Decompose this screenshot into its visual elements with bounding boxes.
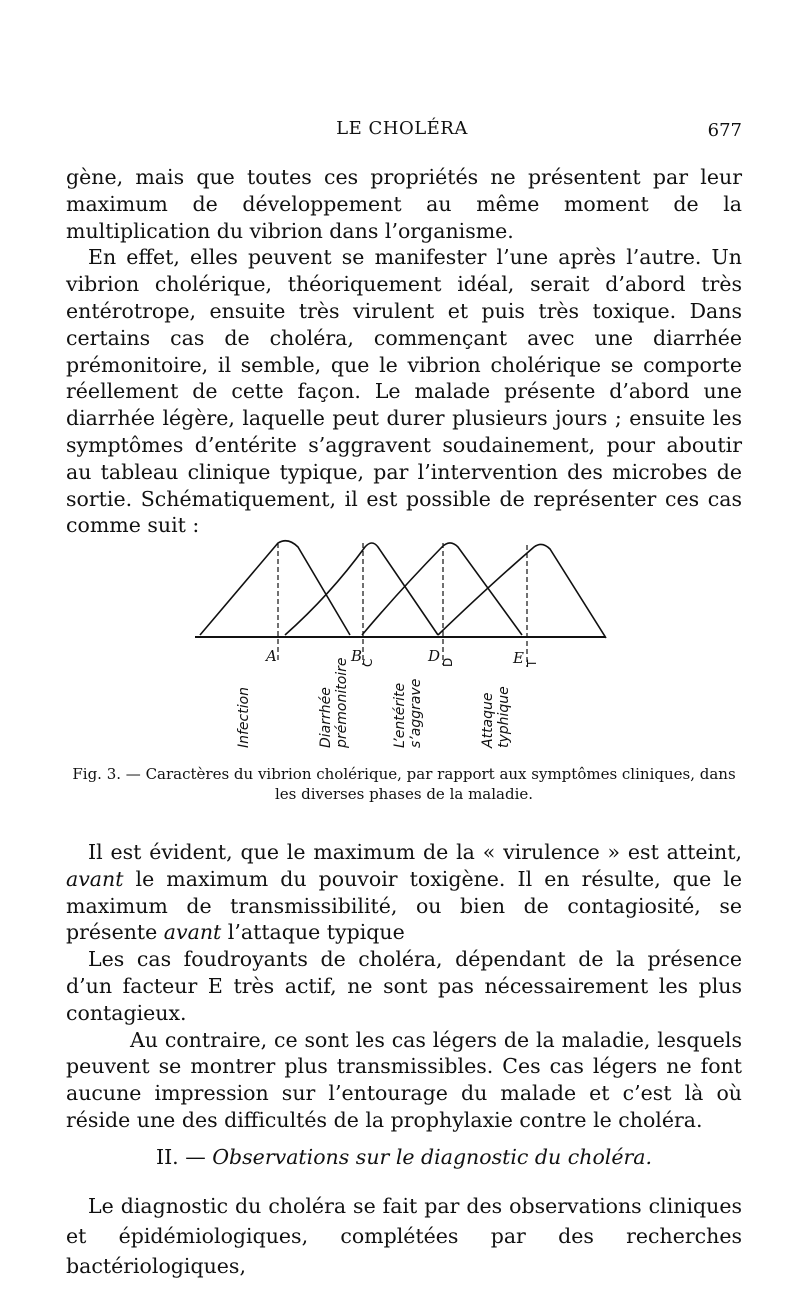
page-number: 677	[707, 120, 742, 141]
curve-infection	[200, 541, 350, 635]
section-heading	[66, 1145, 742, 1169]
paragraph: En effet, elles peuvent se manifester l’une après l’autre. Un vibrion cholérique, théoriquement idéal, serait d’abord très entérotrope, ensuite très virulent et puis très toxique. Dans certains cas de choléra, commençant avec une diarrhée prémonitoire, il semble, que le vibrion cholérique se comporte réellement de cette façon. Le malade présente d’abord une diarrhée légère, laquelle peut durer plusieurs jours ; ensuite les symptômes d’entérite s’aggravent soudainement, pour aboutir au tableau clinique typique, par l’intervention des microbes de sortie. Schématiquement, il est possible de représenter ces cas comme suit :	[66, 245, 742, 538]
paragraph: gène, mais que toutes ces propriétés ne présentent par leur maximum de développement au même moment de la multiplication du vibrion dans l’organisme.	[66, 165, 742, 243]
middle-text-block	[66, 839, 742, 1134]
phase-label: Infection	[236, 686, 252, 748]
text-run: le maximum du pouvoir toxigène. Il en résulte, que le maximum de transmissibilité, ou bien de contagiosité, se présente	[66, 866, 742, 945]
phase-diagram	[190, 535, 620, 760]
phase-label: s’aggrave	[408, 678, 424, 748]
bottom-text-block	[66, 1191, 742, 1281]
text-run: Il est évident, que le maximum de la « virulence » est atteint,	[88, 840, 742, 864]
curve-attaque	[438, 544, 606, 638]
curve-label: D	[441, 657, 455, 667]
curve-label: C	[361, 658, 375, 667]
paragraph	[66, 839, 742, 946]
curve-label: T	[525, 659, 539, 667]
point-label: E	[513, 649, 524, 667]
point-label: A	[266, 647, 277, 665]
curve-enterite	[362, 543, 522, 635]
phase-label: Attaque	[480, 692, 496, 748]
emphasis: avant	[163, 920, 222, 945]
phase-label: L’entérite	[392, 682, 408, 748]
page-header	[62, 118, 742, 148]
paragraph: Au contraire, ce sont les cas légers de la maladie, lesquels peuvent se montrer plus transmissibles. Ces cas légers ne font aucune impression sur l’entourage du malade et c’est là où réside une des difficultés de la prophylaxie contre le choléra.	[66, 1027, 742, 1132]
text-run: l’attaque typique	[221, 920, 405, 945]
curves	[200, 541, 606, 638]
caption-prefix: Fig. 3.	[72, 765, 122, 783]
phase-label: Diarrhée	[318, 687, 334, 748]
phase-label: typhique	[496, 686, 512, 748]
point-label: B	[351, 647, 363, 665]
emphasis: avant	[66, 866, 124, 891]
paragraph: Les cas foudroyants de choléra, dépendant de la présence d’un facteur E très actif, ne sont pas nécessairement les plus contagieux.	[66, 947, 742, 1025]
point-label: D	[428, 647, 441, 665]
section-number: II. —	[155, 1145, 206, 1169]
running-title: LE CHOLÉRA	[336, 118, 468, 139]
curve-diarrhee	[285, 543, 438, 635]
caption-text: — Caractères du vibrion cholérique, par rapport aux symptômes cliniques, dans les diverses phases de la maladie.	[125, 765, 736, 803]
figure-caption	[72, 764, 736, 804]
top-text-block	[66, 164, 742, 539]
phase-label: prémonitoire	[334, 657, 350, 748]
paragraph: Le diagnostic du choléra se fait par des observations cliniques et épidémiologiques, complétées par des recherches bactériologiques,	[66, 1194, 742, 1278]
section-title: Observations sur le diagnostic du choléra.	[212, 1145, 653, 1169]
